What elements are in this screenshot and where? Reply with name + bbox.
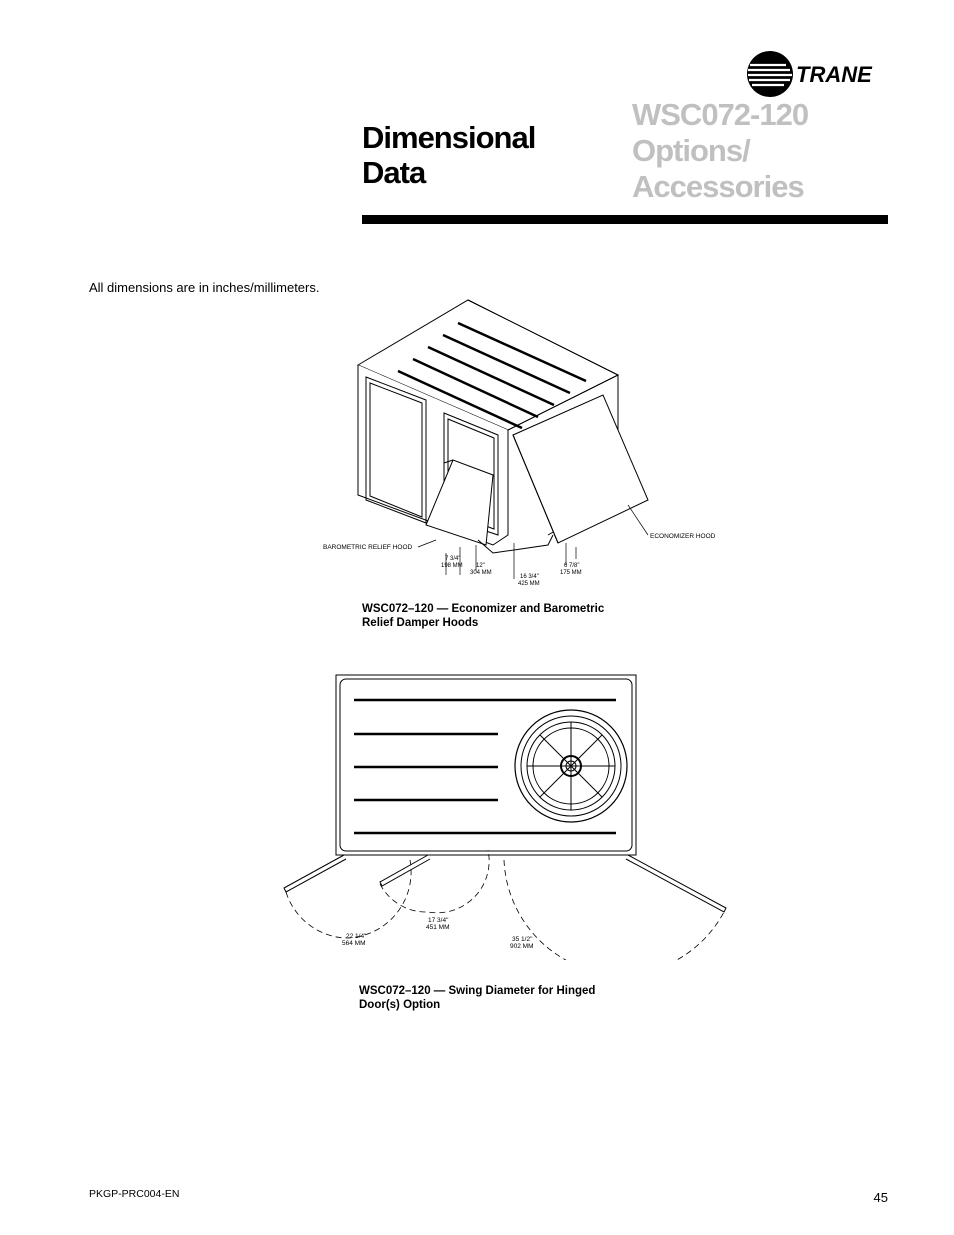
door-center (380, 855, 430, 886)
figure2-caption-line-1: WSC072–120 — Swing Diameter for Hinged (359, 985, 596, 997)
label-economizer-hood: ECONOMIZER HOOD (650, 533, 716, 540)
dim-c-mm: 902 MM (510, 943, 534, 950)
swing-arc-left (286, 860, 411, 938)
door-right (626, 855, 726, 912)
page-number: 45 (873, 1190, 888, 1205)
figure-economizer-hoods (318, 295, 728, 590)
figure2-caption (359, 984, 659, 1012)
subtitle-line-2: Options/ (632, 133, 750, 168)
dim-d-inches: 6 7/8" (564, 563, 580, 569)
figure1-caption (362, 602, 662, 630)
section-subtitle (632, 97, 892, 205)
figure1-caption-line-2: Relief Damper Hoods (362, 617, 479, 629)
brand-wordmark: TRANE (796, 62, 872, 87)
figure1-caption-line-1: WSC072–120 — Economizer and Barometric (362, 603, 605, 615)
dim-c-mm: 425 MM (518, 581, 540, 587)
figure2-caption-line-2: Door(s) Option (359, 999, 441, 1011)
dim-a-inches: 7 3/4" (445, 556, 461, 562)
units-note: All dimensions are in inches/millimeters. (89, 280, 320, 295)
dim-a-inches: 22 1/4" (346, 933, 367, 940)
header-rule (362, 215, 888, 224)
subtitle-line-3: Accessories (632, 169, 804, 204)
dim-c-inches: 35 1/2" (512, 936, 533, 943)
condenser-fan (515, 710, 627, 822)
page-title (362, 120, 602, 190)
dim-b-mm: 451 MM (426, 924, 450, 931)
swing-arc-center (380, 850, 489, 913)
door-left (284, 855, 346, 892)
dim-a-mm: 564 MM (342, 940, 366, 947)
dim-c-inches: 16 3/4" (520, 574, 539, 580)
figure-door-swing (276, 670, 746, 960)
title-line-1: Dimensional (362, 120, 536, 155)
dim-b-mm: 304 MM (470, 570, 492, 576)
dim-d-mm: 175 MM (560, 570, 582, 576)
unit-outline (336, 675, 636, 855)
trane-logo (746, 50, 892, 98)
subtitle-line-1: WSC072-120 (632, 97, 809, 132)
dim-b-inches: 12" (476, 563, 485, 569)
swing-arc-right (504, 860, 724, 960)
title-line-2: Data (362, 155, 426, 190)
document-id: PKGP-PRC004-EN (89, 1188, 180, 1200)
label-barometric-relief-hood: BAROMETRIC RELIEF HOOD (323, 544, 413, 551)
dim-b-inches: 17 3/4" (428, 917, 449, 924)
dim-a-mm: 198 MM (441, 563, 463, 569)
